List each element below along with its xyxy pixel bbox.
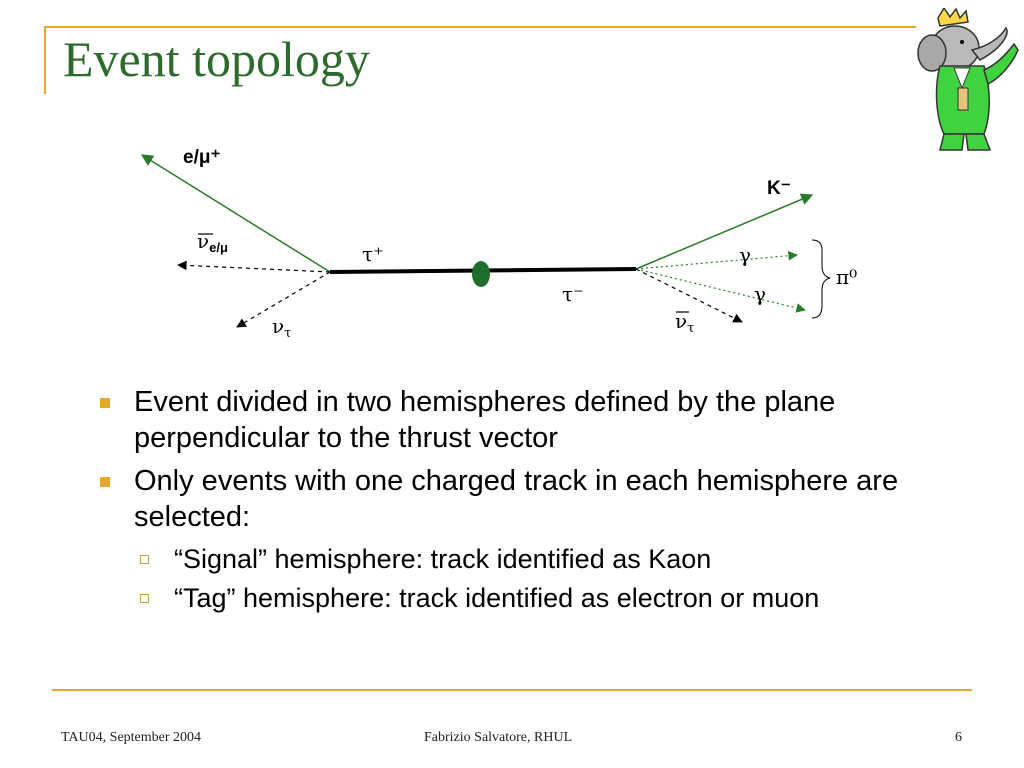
bullet-list bbox=[92, 384, 952, 620]
nu-bar-e-mu-main: ν bbox=[197, 229, 210, 253]
kaon-track bbox=[636, 195, 812, 269]
gamma-1-track bbox=[636, 255, 797, 269]
tau-minus-label: τ⁻ bbox=[562, 282, 584, 306]
gamma-1-label: γ bbox=[739, 243, 751, 267]
nu-tau-left-main: ν bbox=[272, 314, 285, 338]
lepton-label: e/μ⁺ bbox=[183, 147, 221, 168]
page-number: 6 bbox=[955, 730, 962, 745]
bullet-square-icon bbox=[100, 477, 110, 487]
kaon-label: K⁻ bbox=[767, 178, 791, 199]
bullet-item bbox=[92, 463, 952, 535]
bullet-square-icon bbox=[100, 398, 110, 408]
production-vertex bbox=[472, 261, 490, 287]
sub-bullet-item bbox=[92, 581, 952, 615]
pi0-brace bbox=[812, 240, 830, 318]
bullet-text: Event divided in two hemispheres defined by the plane perpendicular to the thrust vector bbox=[134, 386, 836, 454]
hollow-square-bullet-icon bbox=[140, 594, 149, 603]
gamma-2-label: γ bbox=[754, 282, 766, 306]
nu-bar-e-mu-track bbox=[178, 265, 330, 272]
lepton-track bbox=[142, 155, 330, 272]
nu-tau-bar-right-subscript: τ bbox=[687, 321, 695, 336]
nu-bar-e-mu-label bbox=[197, 229, 228, 255]
footer-divider bbox=[52, 689, 972, 691]
sub-bullet-item bbox=[92, 542, 952, 576]
hollow-square-bullet-icon bbox=[140, 555, 149, 564]
tau-plus-label: τ⁺ bbox=[362, 242, 384, 266]
nu-tau-left-subscript: τ bbox=[284, 326, 292, 341]
nu-tau-bar-right-track bbox=[636, 269, 742, 322]
nu-tau-left-label bbox=[272, 314, 291, 341]
sub-bullet-text: “Tag” hemisphere: track identified as electron or muon bbox=[174, 583, 820, 613]
gamma-2-track bbox=[636, 269, 805, 310]
event-topology-diagram bbox=[0, 0, 1024, 380]
pi0-label: π⁰ bbox=[836, 265, 858, 289]
bullet-text: Only events with one charged track in each hemisphere are selected: bbox=[134, 465, 899, 533]
nu-tau-bar-right-main: ν bbox=[675, 309, 688, 333]
nu-tau-bar-right-label bbox=[675, 309, 694, 336]
sub-bullet-text: “Signal” hemisphere: track identified as Kaon bbox=[174, 544, 712, 574]
footer-left: TAU04, September 2004 bbox=[61, 730, 202, 745]
footer-center: Fabrizio Salvatore, RHUL bbox=[424, 730, 573, 745]
slide-title: Event topology bbox=[63, 31, 370, 87]
nu-bar-e-mu-subscript: e/μ bbox=[209, 240, 228, 255]
bullet-item bbox=[92, 384, 952, 456]
